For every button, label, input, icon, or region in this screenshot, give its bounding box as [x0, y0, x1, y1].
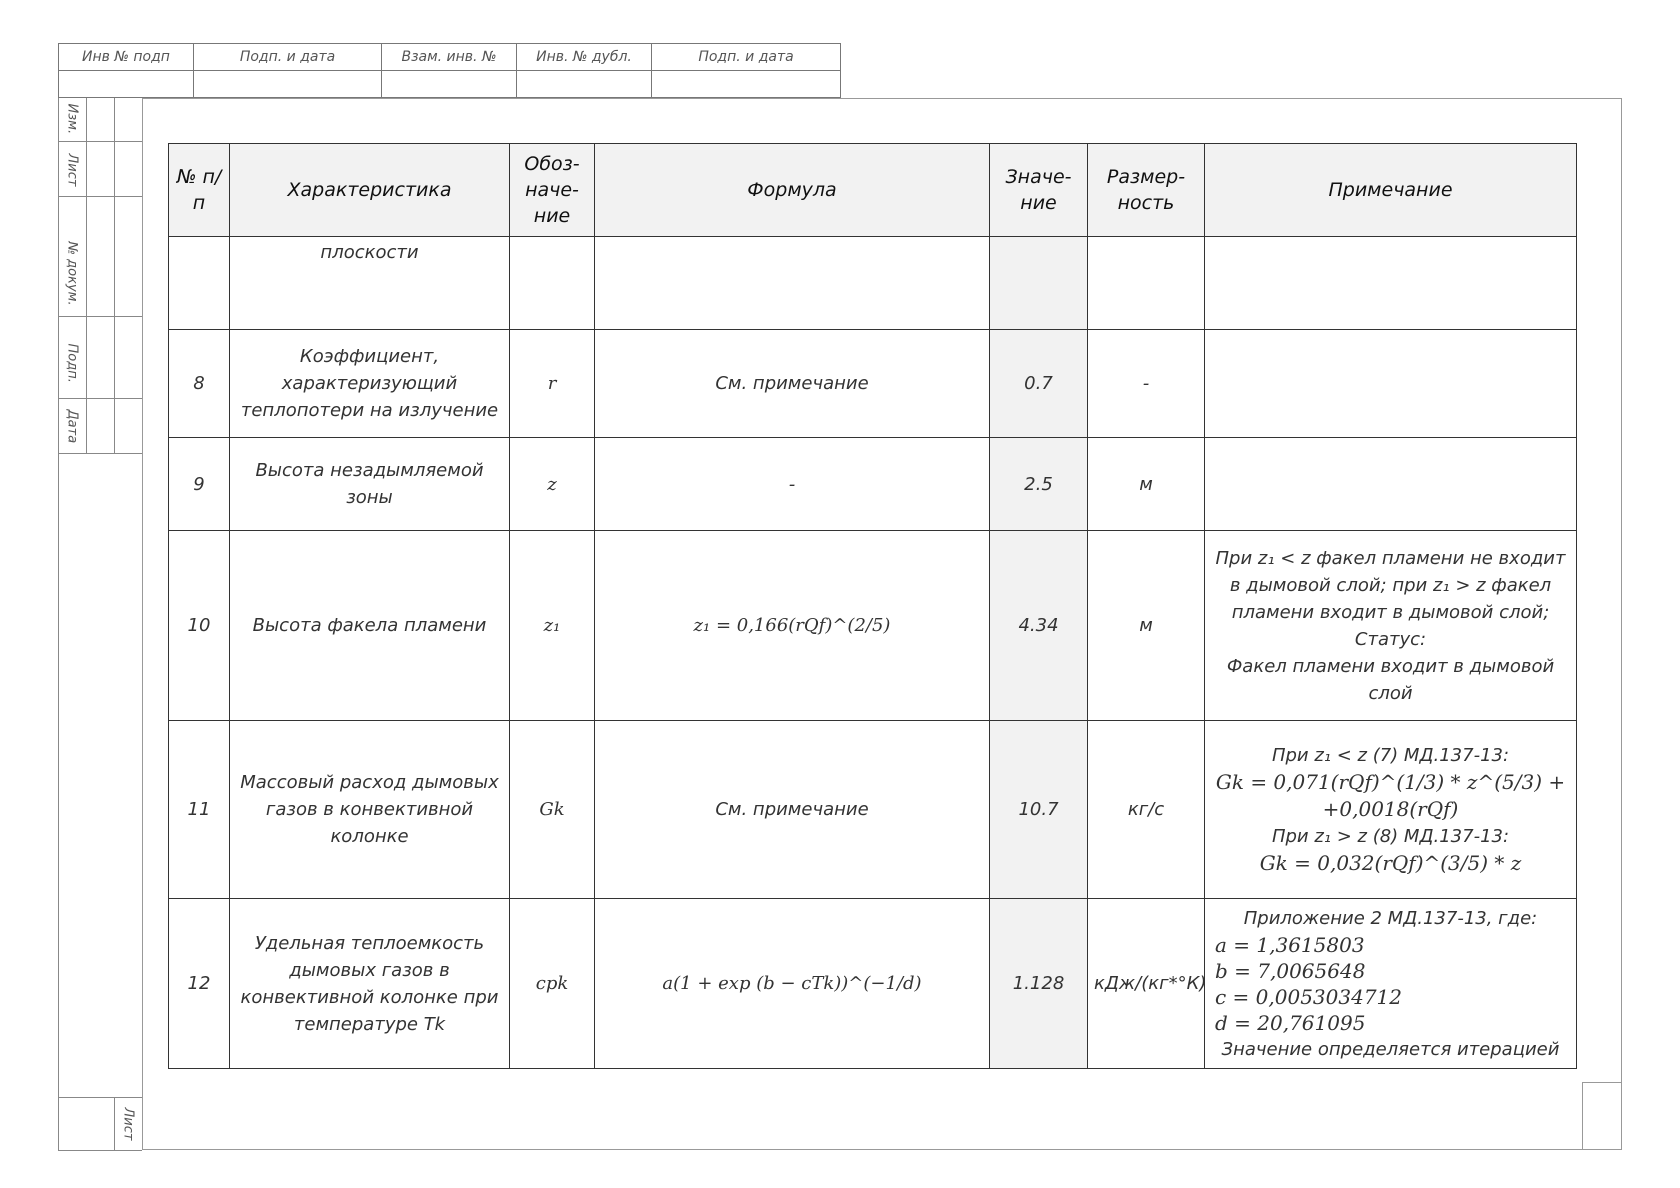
- cell-note: [1205, 330, 1577, 438]
- cell-unit: [1088, 237, 1205, 330]
- header-note: Примечание: [1205, 144, 1577, 237]
- cell-value: 4.34: [990, 531, 1088, 721]
- cell-num: 11: [169, 721, 230, 899]
- cell-formula: См. примечание: [595, 330, 990, 438]
- note-formula: Gk = 0,071(rQf)^(1/3) * z^(5/3) +: [1215, 770, 1566, 794]
- note-formula: +0,0018(rQf): [1322, 797, 1459, 821]
- cell-unit: м: [1088, 438, 1205, 531]
- note-line: Приложение 2 МД.137-13, где:: [1243, 907, 1538, 929]
- stamp-cell: [194, 71, 382, 98]
- note-line: При z₁ < z (7) МД.137-13:: [1271, 745, 1510, 766]
- cell-num: 12: [169, 899, 230, 1069]
- cell-name: плоскости: [230, 237, 510, 330]
- cell-formula: -: [595, 438, 990, 531]
- cell-name: Высота факела пламени: [230, 531, 510, 721]
- cell-symbol: z: [510, 438, 595, 531]
- stamp-cell: [382, 71, 517, 98]
- stamp-label: Инв. № дубл.: [517, 44, 652, 71]
- note-line: Статус:: [1354, 628, 1427, 650]
- stamp-label: Подп. и дата: [652, 44, 841, 71]
- note-line: Факел пламени входит в дымовой слой: [1226, 655, 1555, 704]
- cell-num: 8: [169, 330, 230, 438]
- cell-symbol: Gk: [510, 721, 595, 899]
- header-num: № п/п: [169, 144, 230, 237]
- header-unit: Размер-ность: [1088, 144, 1205, 237]
- coef-c: c = 0,0053034712: [1215, 984, 1403, 1009]
- cell-unit: м: [1088, 531, 1205, 721]
- cell-formula: [595, 237, 990, 330]
- sheet-number-box: [1582, 1082, 1622, 1150]
- header-value: Значе-ние: [990, 144, 1088, 237]
- cell-symbol: z₁: [510, 531, 595, 721]
- note-line: При z₁ > z (8) МД.137-13:: [1271, 826, 1510, 847]
- cell-symbol: cpk: [510, 899, 595, 1069]
- cell-formula: a(1 + exp (b − cTk))^(−1/d): [595, 899, 990, 1069]
- cell-note: [1205, 721, 1577, 899]
- cell-value: 2.5: [990, 438, 1088, 531]
- coef-b: b = 7,0065648: [1215, 958, 1366, 983]
- cell-unit: кг/с: [1088, 721, 1205, 899]
- side-label: Изм.: [64, 103, 80, 135]
- cell-value: 0.7: [990, 330, 1088, 438]
- note-line: Значение определяется итерацией: [1221, 1038, 1560, 1060]
- cell-name: Массовый расход дымовых газов в конвективной колонке: [230, 721, 510, 899]
- table-row: [169, 899, 1577, 1069]
- cell-symbol: r: [510, 330, 595, 438]
- header-characteristic: Характеристика: [230, 144, 510, 237]
- cell-num: 10: [169, 531, 230, 721]
- cell-num: [169, 237, 230, 330]
- note-line: При z₁ < z факел пламени не входит в дымовой слой; при z₁ > z факел пламени входит в дымовой слой;: [1215, 547, 1566, 623]
- cell-unit: -: [1088, 330, 1205, 438]
- side-label: Лист: [64, 153, 80, 187]
- top-stamp: [58, 43, 841, 98]
- table-row: [169, 438, 1577, 531]
- side-label: № докум.: [64, 241, 80, 306]
- stamp-cell: [652, 71, 841, 98]
- cell-formula: z₁ = 0,166(rQf)^(2/5): [595, 531, 990, 721]
- coef-d: d = 20,761095: [1215, 1010, 1366, 1035]
- header-symbol: Обоз-наче-ние: [510, 144, 595, 237]
- cell-value: 10.7: [990, 721, 1088, 899]
- table-row: [169, 531, 1577, 721]
- cell-num: 9: [169, 438, 230, 531]
- table-row: [169, 330, 1577, 438]
- stamp-label: Подп. и дата: [194, 44, 382, 71]
- stamp-cell: [517, 71, 652, 98]
- cell-note: [1205, 899, 1577, 1069]
- note-formula: Gk = 0,032(rQf)^(3/5) * z: [1259, 851, 1522, 875]
- cell-note: [1205, 237, 1577, 330]
- cell-formula: См. примечание: [595, 721, 990, 899]
- table-row: [169, 721, 1577, 899]
- table-header-row: [169, 144, 1577, 237]
- stamp-label: Взам. инв. №: [382, 44, 517, 71]
- cell-symbol: [510, 237, 595, 330]
- cell-note: [1205, 531, 1577, 721]
- side-label: Дата: [64, 409, 80, 444]
- cell-unit: кДж/(кг*°К): [1088, 899, 1205, 1069]
- cell-name: Высота незадымляемой зоны: [230, 438, 510, 531]
- table-row: [169, 237, 1577, 330]
- stamp-cell: [59, 71, 194, 98]
- stamp-label: Инв № подп: [59, 44, 194, 71]
- side-bottom-label: Лист: [120, 1107, 136, 1141]
- coef-a: a = 1,3615803: [1215, 932, 1365, 957]
- cell-name: Удельная теплоемкость дымовых газов в конвективной колонке при температуре Tk: [230, 899, 510, 1069]
- cell-value: [990, 237, 1088, 330]
- header-formula: Формула: [595, 144, 990, 237]
- cell-name: Коэффициент, характеризующий теплопотери на излучение: [230, 330, 510, 438]
- cell-note: [1205, 438, 1577, 531]
- calculation-table: [168, 143, 1577, 1069]
- side-label: Подп.: [64, 343, 80, 383]
- cell-value: 1.128: [990, 899, 1088, 1069]
